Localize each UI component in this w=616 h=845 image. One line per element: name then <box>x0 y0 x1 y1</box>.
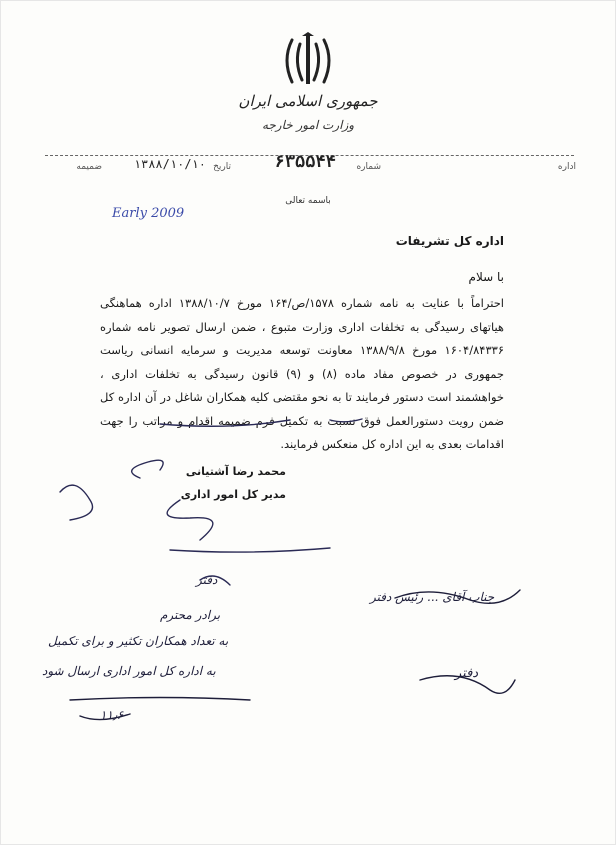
number-label: شماره <box>356 162 381 172</box>
recipient: اداره کل تشریفات <box>395 234 504 248</box>
date-value: ۱۳۸۸/۱۰/۱۰ <box>133 157 206 171</box>
signature-block <box>181 460 286 506</box>
handwritten-note-office: دفتر <box>196 573 218 587</box>
greeting: با سلام <box>468 270 504 284</box>
attachment-label: ضمیمه <box>76 162 102 172</box>
iran-emblem-icon <box>278 30 338 90</box>
handwritten-note-right: جناب آقای ... رئیس دفتر <box>370 590 495 604</box>
date-label: تاریخ <box>213 162 231 172</box>
handwritten-note-line-2: به اداره کل امور اداری ارسال شود <box>42 664 216 678</box>
number-value: ۶۳۵۵۴۴ <box>274 152 336 172</box>
invocation: باسمه تعالی <box>285 196 331 206</box>
signer-name: محمد رضا آشتیانی <box>185 465 286 478</box>
letter-meta-row <box>40 150 576 182</box>
ministry-title: وزارت امور خارجه <box>261 118 355 132</box>
handwritten-note-right-small: دفتر <box>455 666 479 681</box>
handwritten-note-date: ۱۱٫۶ <box>100 708 124 722</box>
signer-title: مدیر کل امور اداری <box>180 488 286 501</box>
handwritten-note-line-1: به تعداد همکاران تکثیر و برای تکمیل <box>48 634 229 648</box>
country-title: جمهوری اسلامی ایران <box>238 92 378 110</box>
handwritten-note-salutation: برادر محترم <box>160 608 221 622</box>
department-label: اداره <box>557 162 576 172</box>
letter-body: احتراماً با عنایت به نامه شماره ۱۵۷۸/ص/۱۶۴ مورخ ۱۳۸۸/۱۰/۷ اداره هماهنگی هیاتهای رسیدگی به تخلفات اداری وزارت متبوع ، ضمن ارسال تصویر نامه شماره ۱۶۰۴/۸۴۳۳۶ مورخ ۱۳۸۸/۹/۸ معاونت توسعه مدیریت و سرمایه انسانی ریاست جمهوری در خصوص مفاد ماده (۸) و (۹) قانون رسیدگی به تخلفات اداری ، خواهشمند است دستور فرمایند تا به نحو مقتضی کلیه همکاران شاغل در آن اداره کل ضمن رویت دستورالعمل فوق نسبت به تکمیل فرم ضمیمه اقدام و مراتب را جهت اقدامات بعدی به این اداره کل منعکس فرمایند. <box>100 296 504 451</box>
early-2009-annotation: Early 2009 <box>112 206 185 221</box>
